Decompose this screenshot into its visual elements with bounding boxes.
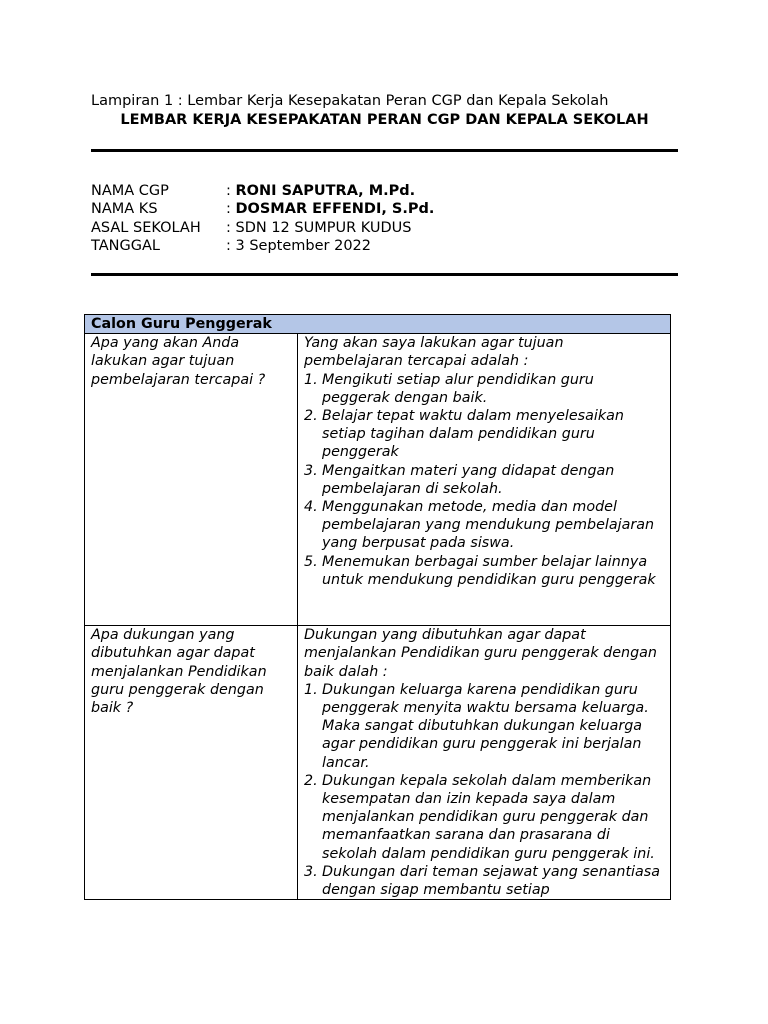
answer-intro: Dukungan yang dibutuhkan agar dapat menjalankan Pendidikan guru penggerak dengan baik dalah : — [304, 627, 657, 680]
answer-cell — [298, 626, 671, 900]
school-value: : SDN 12 SUMPUR KUDUS — [226, 219, 412, 236]
section-title: Calon Guru Penggerak — [85, 315, 671, 334]
question-cell: Apa dukungan yang dibutuhkan agar dapat menjalankan Pendidikan guru penggerak dengan baik ? — [85, 626, 298, 900]
table-row — [85, 334, 671, 626]
document-title: LEMBAR KERJA KESEPAKATAN PERAN CGP DAN KEPALA SEKOLAH — [120, 112, 649, 128]
date-label: TANGGAL — [91, 237, 160, 254]
answer-cell — [298, 334, 671, 626]
list-item: 2. Belajar tepat waktu dalam menyelesaikan setiap tagihan dalam pendidikan guru penggerak — [304, 408, 624, 461]
list-item: 3. Dukungan dari teman sejawat yang senantiasa dengan sigap membantu setiap — [304, 863, 661, 899]
agreement-table — [84, 314, 671, 900]
cgp-value: : RONI SAPUTRA, M.Pd. — [226, 183, 416, 199]
bottom-divider — [91, 273, 678, 276]
table-header-row — [85, 315, 671, 334]
list-item: 4. Menggunakan metode, media dan model pembelajaran yang mendukung pembelajaran yang berpusat pada siswa. — [304, 499, 655, 552]
table-row — [85, 626, 671, 900]
answer-list — [304, 371, 664, 589]
date-value: : 3 September 2022 — [226, 237, 371, 254]
answer-intro: Yang akan saya lakukan agar tujuan pembelajaran tercapai adalah : — [304, 335, 564, 370]
info-block — [91, 182, 434, 255]
ks-label: NAMA KS — [91, 201, 158, 218]
list-item: 3. Mengaitkan materi yang didapat dengan pembelajaran di sekolah. — [304, 462, 615, 497]
answer-list — [304, 681, 664, 899]
list-item: 5. Menemukan berbagai sumber belajar lainnya untuk mendukung pendidikan guru penggerak — [304, 553, 656, 588]
list-item: 1. Dukungan keluarga karena pendidikan guru penggerak menyita waktu bersama keluarga. Maka sangat dibutuhkan dukungan keluarga agar pendidikan guru penggerak ini berjalan lancar. — [304, 681, 649, 771]
list-item: 1. Mengikuti setiap alur pendidikan guru peggerak dengan baik. — [304, 371, 594, 406]
ks-value: : DOSMAR EFFENDI, S.Pd. — [226, 201, 435, 218]
info-row-ks — [91, 200, 434, 218]
school-label: ASAL SEKOLAH — [91, 219, 201, 236]
info-row-cgp — [91, 182, 434, 200]
info-row-date — [91, 237, 434, 255]
top-divider — [91, 149, 678, 152]
cgp-label: NAMA CGP — [91, 183, 169, 199]
question-cell: Apa yang akan Anda lakukan agar tujuan pembelajaran tercapai ? — [85, 334, 298, 626]
info-row-school — [91, 219, 434, 237]
attachment-line: Lampiran 1 : Lembar Kerja Kesepakatan Peran CGP dan Kepala Sekolah — [91, 93, 609, 109]
list-item: 2. Dukungan kepala sekolah dalam memberikan kesempatan dan izin kepada saya dalam menjalankan pendidikan guru penggerak dan memanfaatkan sarana dan prasarana di sekolah dalam pendidikan guru penggerak ini. — [304, 772, 655, 862]
